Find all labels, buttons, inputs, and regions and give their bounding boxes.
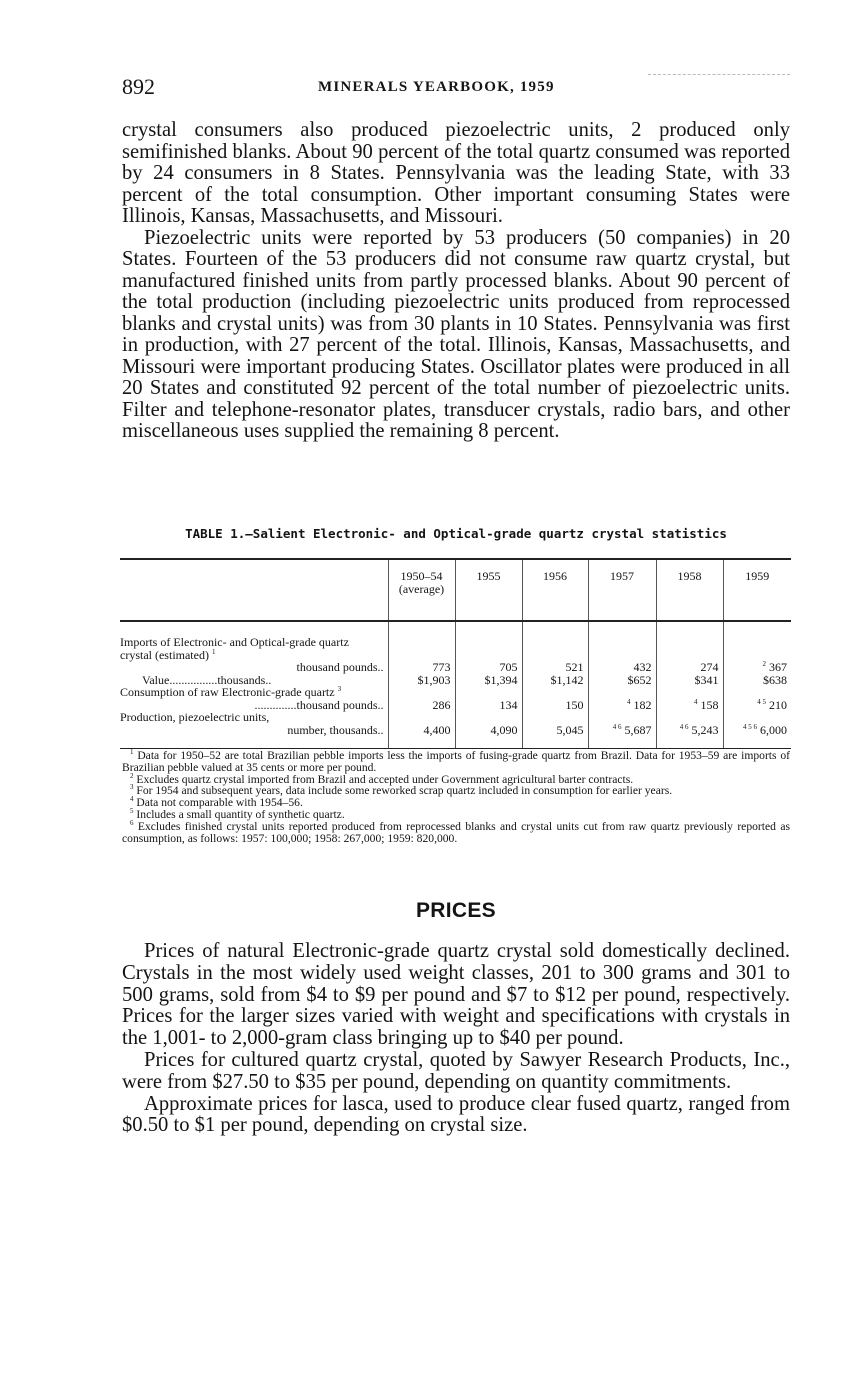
table-header-blank [120, 559, 388, 621]
footnote-ref: 4 [627, 697, 631, 706]
table-cell [723, 674, 791, 687]
table-cell [656, 621, 723, 674]
column-header: 1950–54 (average) [388, 559, 455, 621]
column-header: 1959 [723, 559, 791, 621]
row-label [120, 621, 388, 674]
row-label-unit: number, thousands.. [287, 722, 384, 737]
cell-value: $1,903 [417, 672, 451, 687]
running-head [122, 74, 790, 102]
footnote [122, 750, 790, 774]
table-row [120, 621, 791, 674]
footnote-ref: 4 6 [679, 722, 689, 731]
footnote-text: Excludes quartz crystal imported from Brazil and accepted under Government agricultural barter contracts. [136, 772, 634, 786]
cell-value: $638 [763, 672, 787, 687]
table-cell [588, 621, 656, 674]
row-label-text: Production, piezoelectric units, [120, 710, 270, 724]
cell-value: 158 [700, 697, 719, 712]
column-header: 1957 [588, 559, 656, 621]
cell-value: 5,243 [691, 722, 719, 737]
table-cell [388, 686, 455, 711]
row-label [120, 711, 388, 749]
footnote-mark: 4 [130, 795, 134, 804]
table-cell [588, 674, 656, 687]
footnote-text: For 1954 and subsequent years, data include some reworked scrap quartz included in consumption for earlier years. [136, 784, 673, 798]
footnote-text: Data not comparable with 1954–56. [136, 796, 303, 810]
cell-value: 210 [769, 697, 787, 712]
table-cell [723, 686, 791, 711]
footnote-mark: 3 [130, 783, 134, 792]
cell-value: 521 [565, 660, 584, 674]
cell-value: 150 [565, 697, 584, 712]
column-header: 1958 [656, 559, 723, 621]
table-cell [656, 686, 723, 711]
column-header: 1956 [522, 559, 588, 621]
footnote-ref: 4 5 6 [743, 722, 757, 731]
table-cell [455, 711, 522, 749]
row-label-unit: ..............thousand pounds.. [254, 697, 384, 712]
cell-value: 6,000 [760, 722, 787, 737]
table-footnotes [122, 750, 790, 844]
table-cell [588, 686, 656, 711]
cell-value: $652 [627, 672, 652, 687]
table-cell [723, 711, 791, 749]
footnote-ref: 4 5 [757, 697, 766, 706]
paragraph-cultured-prices: Prices for cultured quartz crystal, quoted by Sawyer Research Products, Inc., were from $27.50 to $35 per pound, depending on quantity commitments. [122, 1048, 790, 1093]
cell-value: 134 [499, 697, 518, 712]
body-text [122, 120, 790, 443]
table-cell [522, 621, 588, 674]
cell-value: $1,142 [550, 672, 584, 687]
row-label [120, 686, 388, 711]
footnote-ref: 2 [762, 660, 766, 668]
row-label-unit: ................thousands.. [169, 672, 272, 687]
cell-value: 5,687 [624, 722, 652, 737]
paragraph-piezoelectric-units: Piezoelectric units were reported by 53 producers (50 companies) in 20 States. Fourteen of the 53 producers did not consume raw quartz crystal, but manufactured finished units from partly processed blanks. About 90 percent of the total production (including piezoelectric units produced from reprocessed blanks and crystal units) was from 30 plants in 10 States. Pennsylvania was first in production, with 27 percent of the total. Illinois, Kansas, Massachusetts, and Missouri were important producing States. Oscillator plates were produced in all 20 States and constituted 92 percent of the total number of piezoelectric units. Filter and telephone-resonator plates, transducer crystals, radio bars, and other miscellaneous uses supplied the remaining 8 percent. [122, 226, 790, 442]
cell-value: 773 [432, 660, 451, 674]
page-number: 892 [122, 74, 155, 99]
table-row [120, 711, 791, 749]
table-cell [522, 674, 588, 687]
row-label-text: Value [142, 672, 170, 687]
footnote-text: Includes a small quantity of synthetic quartz. [136, 807, 345, 821]
cell-value: 705 [499, 660, 518, 674]
footnote-mark: 5 [130, 807, 134, 816]
running-title: MINERALS YEARBOOK, 1959 [318, 79, 555, 95]
table-header-row [120, 559, 791, 621]
footnote-text: Excludes finished crystal units reported produced from reprocessed blanks and crystal units cut from raw quartz previously reported as consumption, as follows: 1957: 100,000; 1958: 267,000; 1959: 820,000. [122, 819, 790, 845]
table-cell [455, 621, 522, 674]
table-cell [388, 674, 455, 687]
table-cell [388, 711, 455, 749]
cell-value: $341 [694, 672, 719, 687]
section-heading-prices: PRICES [416, 899, 496, 922]
row-label-text: Imports of Electronic- and Optical-grade quartz crystal (estimated) [120, 635, 349, 662]
paragraph-lasca-prices: Approximate prices for lasca, used to produce clear fused quartz, ranged from $0.50 to $1 per pound, depending on crystal size. [122, 1092, 790, 1137]
footnote-ref: 1 [211, 647, 216, 656]
footnote-ref: 3 [337, 685, 342, 693]
column-header: 1955 [455, 559, 522, 621]
table-row [120, 686, 791, 711]
cell-value: 182 [633, 697, 652, 712]
table-cell [588, 711, 656, 749]
table-cell [723, 621, 791, 674]
header-rule [648, 74, 790, 75]
footnote-mark: 6 [130, 818, 134, 827]
footnote-text: Data for 1950–52 are total Brazilian pebble imports less the imports of fusing-grade quartz from Brazil. Data for 1953–59 are imports of Brazilian pebble valued at 35 cents or more per pound. [122, 749, 790, 774]
footnote-ref: 4 6 [612, 722, 622, 731]
table-cell [656, 711, 723, 749]
salient-statistics-table [120, 558, 791, 749]
cell-value: 432 [633, 660, 652, 674]
table-cell [522, 711, 588, 749]
row-label-text: Consumption of raw Electronic-grade quartz [120, 685, 335, 699]
footnote [122, 818, 790, 845]
table-cell [455, 686, 522, 711]
cell-value: $1,394 [484, 672, 518, 687]
cell-value: 4,400 [423, 722, 451, 737]
prices-section [122, 941, 790, 1137]
table-cell [455, 674, 522, 687]
table-cell [388, 621, 455, 674]
table-caption: TABLE 1.—Salient Electronic- and Optical-grade quartz crystal statistics [185, 526, 727, 541]
cell-value: 286 [432, 697, 451, 712]
footnote-mark: 1 [130, 748, 134, 757]
table-cell [656, 674, 723, 687]
cell-value: 367 [769, 660, 787, 674]
footnote-mark: 2 [130, 771, 134, 780]
cell-value: 274 [700, 660, 719, 674]
paragraph-natural-prices: Prices of natural Electronic-grade quartz crystal sold domestically declined. Crystals in the most widely used weight classes, 201 to 300 grams and 301 to 500 grams, sold from $4 to $9 per pound and $7 to $12 per pound, respectively. Prices for the larger sizes varied with weight and specifications with crystals in the 1,001- to 2,000-gram class bringing up to $40 per pound. [122, 940, 790, 1050]
table-cell [522, 686, 588, 711]
footnote-ref: 4 [694, 697, 698, 706]
cell-value: 5,045 [556, 722, 584, 737]
row-label-unit: thousand pounds.. [296, 660, 384, 674]
cell-value: 4,090 [490, 722, 518, 737]
paragraph-consumers: crystal consumers also produced piezoelectric units, 2 produced only semifinished blanks. About 90 percent of the total quartz consumed was reported by 24 consumers in 8 States. Pennsylvania was the leading State, with 33 percent of the total consumption. Other important consuming States were Illinois, Kansas, Massachusetts, and Missouri. [122, 119, 790, 227]
